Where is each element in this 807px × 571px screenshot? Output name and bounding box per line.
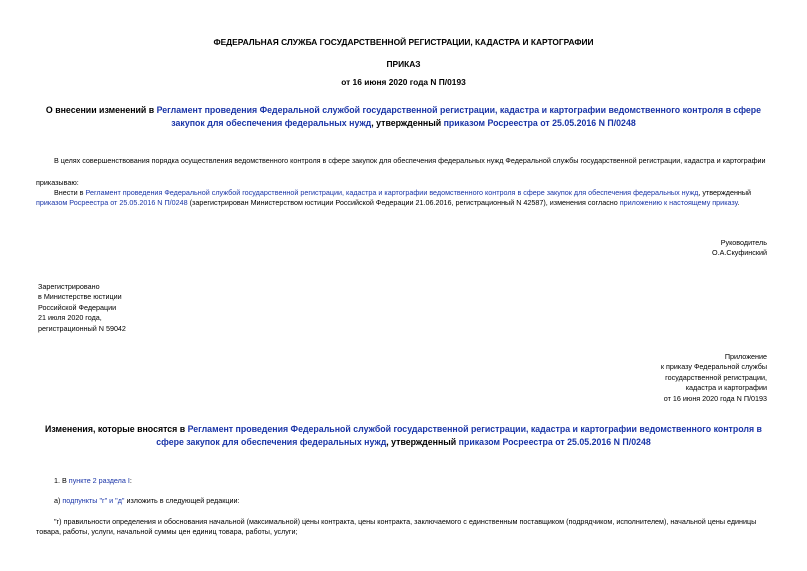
- order-2016-link[interactable]: приказом Росреестра от 25.05.2016 N П/0248: [443, 117, 636, 128]
- body-prefix: Внести в: [54, 188, 86, 197]
- order-title: [36, 104, 771, 130]
- title-middle: , утвержденный: [371, 117, 444, 128]
- appendix-line: государственной регистрации,: [665, 372, 767, 382]
- changes-prefix: Изменения, которые вносятся в: [45, 424, 188, 434]
- item-1: [36, 476, 772, 486]
- order-word: приказываю:: [36, 178, 79, 187]
- appendix-block: [567, 352, 767, 404]
- appendix-line: Приложение: [724, 352, 767, 361]
- item-1-link[interactable]: пункте 2 раздела I: [68, 476, 130, 485]
- item-a-link[interactable]: подпункты "г" и "д": [62, 496, 125, 505]
- doc-date-heading: от 16 июня 2020 года N П/0193: [341, 77, 466, 87]
- appendix-line: к приказу Федеральной службы: [660, 362, 767, 372]
- item-a: [36, 496, 772, 506]
- item-1-prefix: 1. В: [54, 476, 69, 485]
- body-mid1: , утвержденный: [698, 188, 752, 197]
- appendix-line: кадастра и картографии: [685, 383, 767, 393]
- registration-line: Зарегистрировано: [38, 282, 100, 291]
- changes-regulation-link[interactable]: Регламент проведения Федеральной службой государственной регистрации, кадастра и картографии ведомственного контроля в сфере закупок для обеспечения федеральных нужд: [156, 424, 762, 447]
- doc-type-heading: ПРИКАЗ: [386, 59, 421, 69]
- title-prefix: О внесении изменений в: [45, 105, 157, 115]
- body-appendix-link[interactable]: приложению к настоящему приказу: [619, 198, 738, 208]
- item-g: "г) правильности определения и обоснования начальной (максимальной) цены контракта, цены контракта, заключаемого с единственным поставщиком (подрядчиком, исполнителем), начальной цены единицы товара, работы, услуги, начальной суммы цен единиц товара, работы, услуги;: [36, 517, 757, 537]
- changes-title: [36, 423, 771, 449]
- body-suffix: .: [737, 198, 740, 208]
- registration-line: регистрационный N 59042: [38, 323, 126, 333]
- registration-line: в Министерстве юстиции: [38, 292, 122, 302]
- regulation-link[interactable]: Регламент проведения Федеральной службой государственной регистрации, кадастра и картографии ведомственного контроля в сфере закупок для обеспечения федеральных нужд: [156, 105, 762, 128]
- body-order-link[interactable]: приказом Росреестра от 25.05.2016 N П/0248: [36, 198, 188, 208]
- item-1-suffix: :: [129, 476, 132, 485]
- body-regulation-link[interactable]: Регламент проведения Федеральной службой государственной регистрации, кадастра и картографии ведомственного контроля в сфере закупок для обеспечения федеральных нужд: [85, 188, 699, 197]
- changes-middle: , утвержденный: [386, 436, 459, 447]
- registration-block: [38, 282, 238, 334]
- preamble: В целях совершенствования порядка осуществления ведомственного контроля в сфере закупок для обеспечения федеральных нужд Федеральной службы государственной регистрации, кадастра и картографии: [54, 156, 766, 165]
- appendix-line: от 16 июня 2020 года N П/0193: [663, 393, 767, 403]
- changes-order-link[interactable]: приказом Росреестра от 25.05.2016 N П/0248: [458, 436, 651, 447]
- agency-heading: ФЕДЕРАЛЬНАЯ СЛУЖБА ГОСУДАРСТВЕННОЙ РЕГИСТРАЦИИ, КАДАСТРА И КАРТОГРАФИИ: [213, 37, 594, 47]
- body-paragraph: [36, 188, 772, 209]
- registration-line: Российской Федерации: [38, 302, 117, 312]
- body-mid2: (зарегистрирован Министерством юстиции Российской Федерации 21.06.2016, регистрационный N 42587), изменения согласно: [187, 198, 620, 208]
- signature-name: О.А.Скуфинский: [712, 248, 767, 258]
- signature-block: [567, 238, 767, 259]
- item-a-prefix: а): [54, 496, 63, 505]
- signature-position: Руководитель: [720, 238, 767, 247]
- registration-line: 21 июля 2020 года,: [38, 313, 102, 323]
- item-a-suffix: изложить в следующей редакции:: [124, 496, 240, 505]
